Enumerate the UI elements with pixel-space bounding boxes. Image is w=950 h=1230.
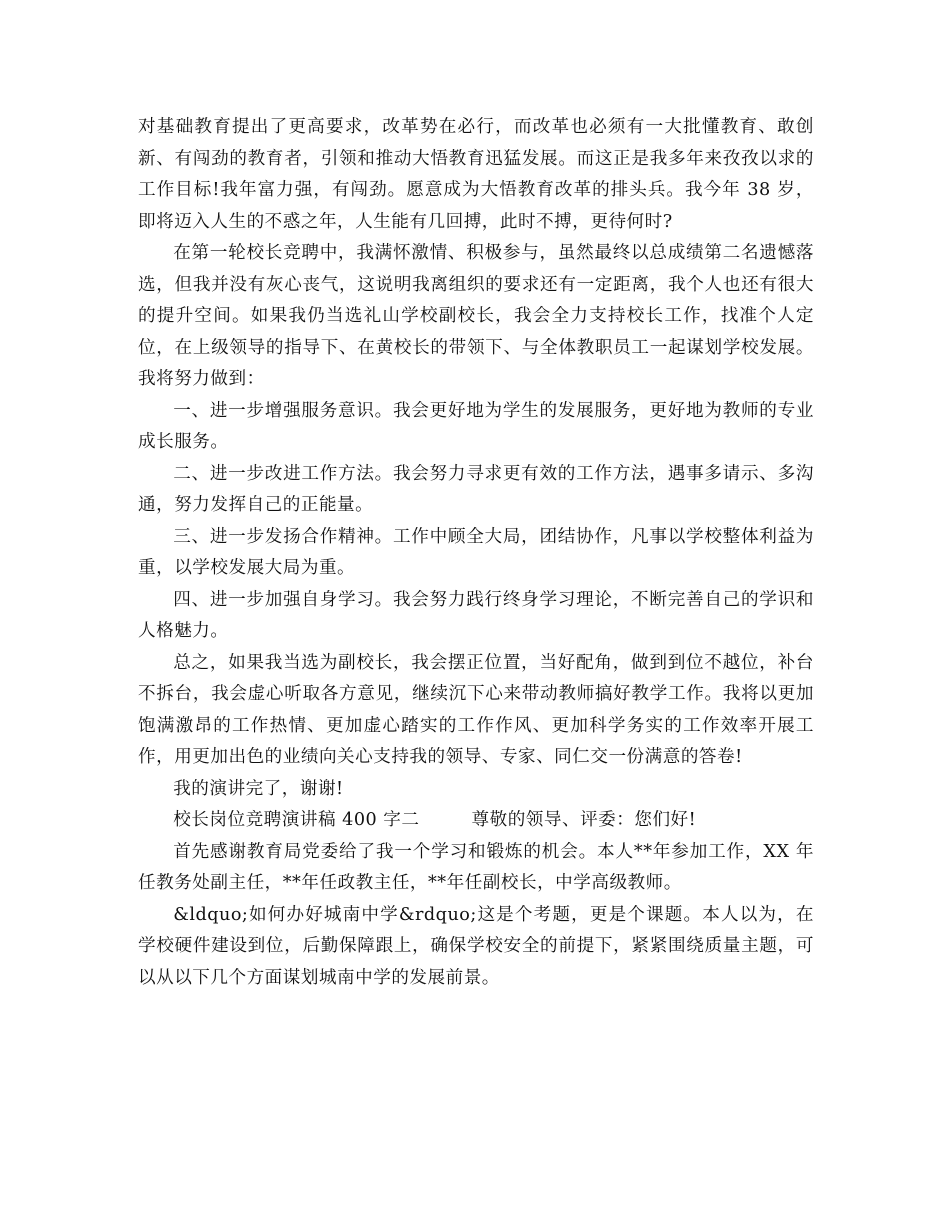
paragraph-continuation: 对基础教育提出了更高要求，改革势在必行，而改革也必须有一大批懂教育、敢创新、有闯劲的教育者，引领和推动大悟教育迅猛发展。而这正是我多年来孜孜以求的工作目标!我年富力强，有闯劲。愿意成为大悟教育改革的排头兵。我今年 38 岁，即将迈入人生的不惑之年，人生能有几回搏，此时不搏，更待何时? — [138, 117, 814, 232]
paragraph-point-two: 二、进一步改进工作方法。我会努力寻求更有效的工作方法，遇事多请示、多沟通，努力发挥自己的正能量。 — [138, 463, 814, 515]
document-body — [138, 112, 814, 994]
section-title: 校长岗位竞聘演讲稿 400 字二 — [173, 810, 420, 830]
paragraph-topic: &ldquo;如何办好城南中学&rdquo;这是个考题，更是个课题。本人以为，在学校硬件建设到位，后勤保障跟上，确保学校安全的前提下，紧紧围绕质量主题，可以从以下几个方面谋划城南中学的发展前景。 — [138, 904, 814, 988]
paragraph-point-three: 三、进一步发扬合作精神。工作中顾全大局，团结协作，凡事以学校整体利益为重，以学校发展大局为重。 — [138, 526, 814, 578]
paragraph-point-one: 一、进一步增强服务意识。我会更好地为学生的发展服务，更好地为教师的专业成长服务。 — [138, 400, 814, 452]
section-heading — [138, 805, 814, 837]
paragraph-first-round: 在第一轮校长竞聘中，我满怀激情、积极参与，虽然最终以总成绩第二名遗憾落选，但我并没有灰心丧气，这说明我离组织的要求还有一定距离，我个人也还有很大的提升空间。如果我仍当选礼山学校副校长，我会全力支持校长工作，找准个人定位，在上级领导的指导下、在黄校长的带领下、与全体教职员工一起谋划学校发展。我将努力做到： — [138, 243, 814, 389]
paragraph-closing: 我的演讲完了，谢谢! — [173, 778, 344, 799]
paragraph-introduction: 首先感谢教育局党委给了我一个学习和锻炼的机会。本人**年参加工作，XX 年任教务处副主任，**年任政教主任，**年任副校长，中学高级教师。 — [138, 841, 814, 893]
paragraph-point-four: 四、进一步加强自身学习。我会努力践行终身学习理论，不断完善自己的学识和人格魅力。 — [138, 589, 814, 641]
section-greeting: 尊敬的领导、评委：您们好! — [471, 810, 697, 830]
paragraph-conclusion: 总之，如果我当选为副校长，我会摆正位置，当好配角，做到到位不越位，补台不拆台，我会虚心听取各方意见，继续沉下心来带动教师搞好教学工作。我将以更加饱满激昂的工作热情、更加虚心踏实的工作作风、更加科学务实的工作效率开展工作，用更加出色的业绩向关心支持我的领导、专家、同仁交一份满意的答卷! — [138, 652, 814, 767]
